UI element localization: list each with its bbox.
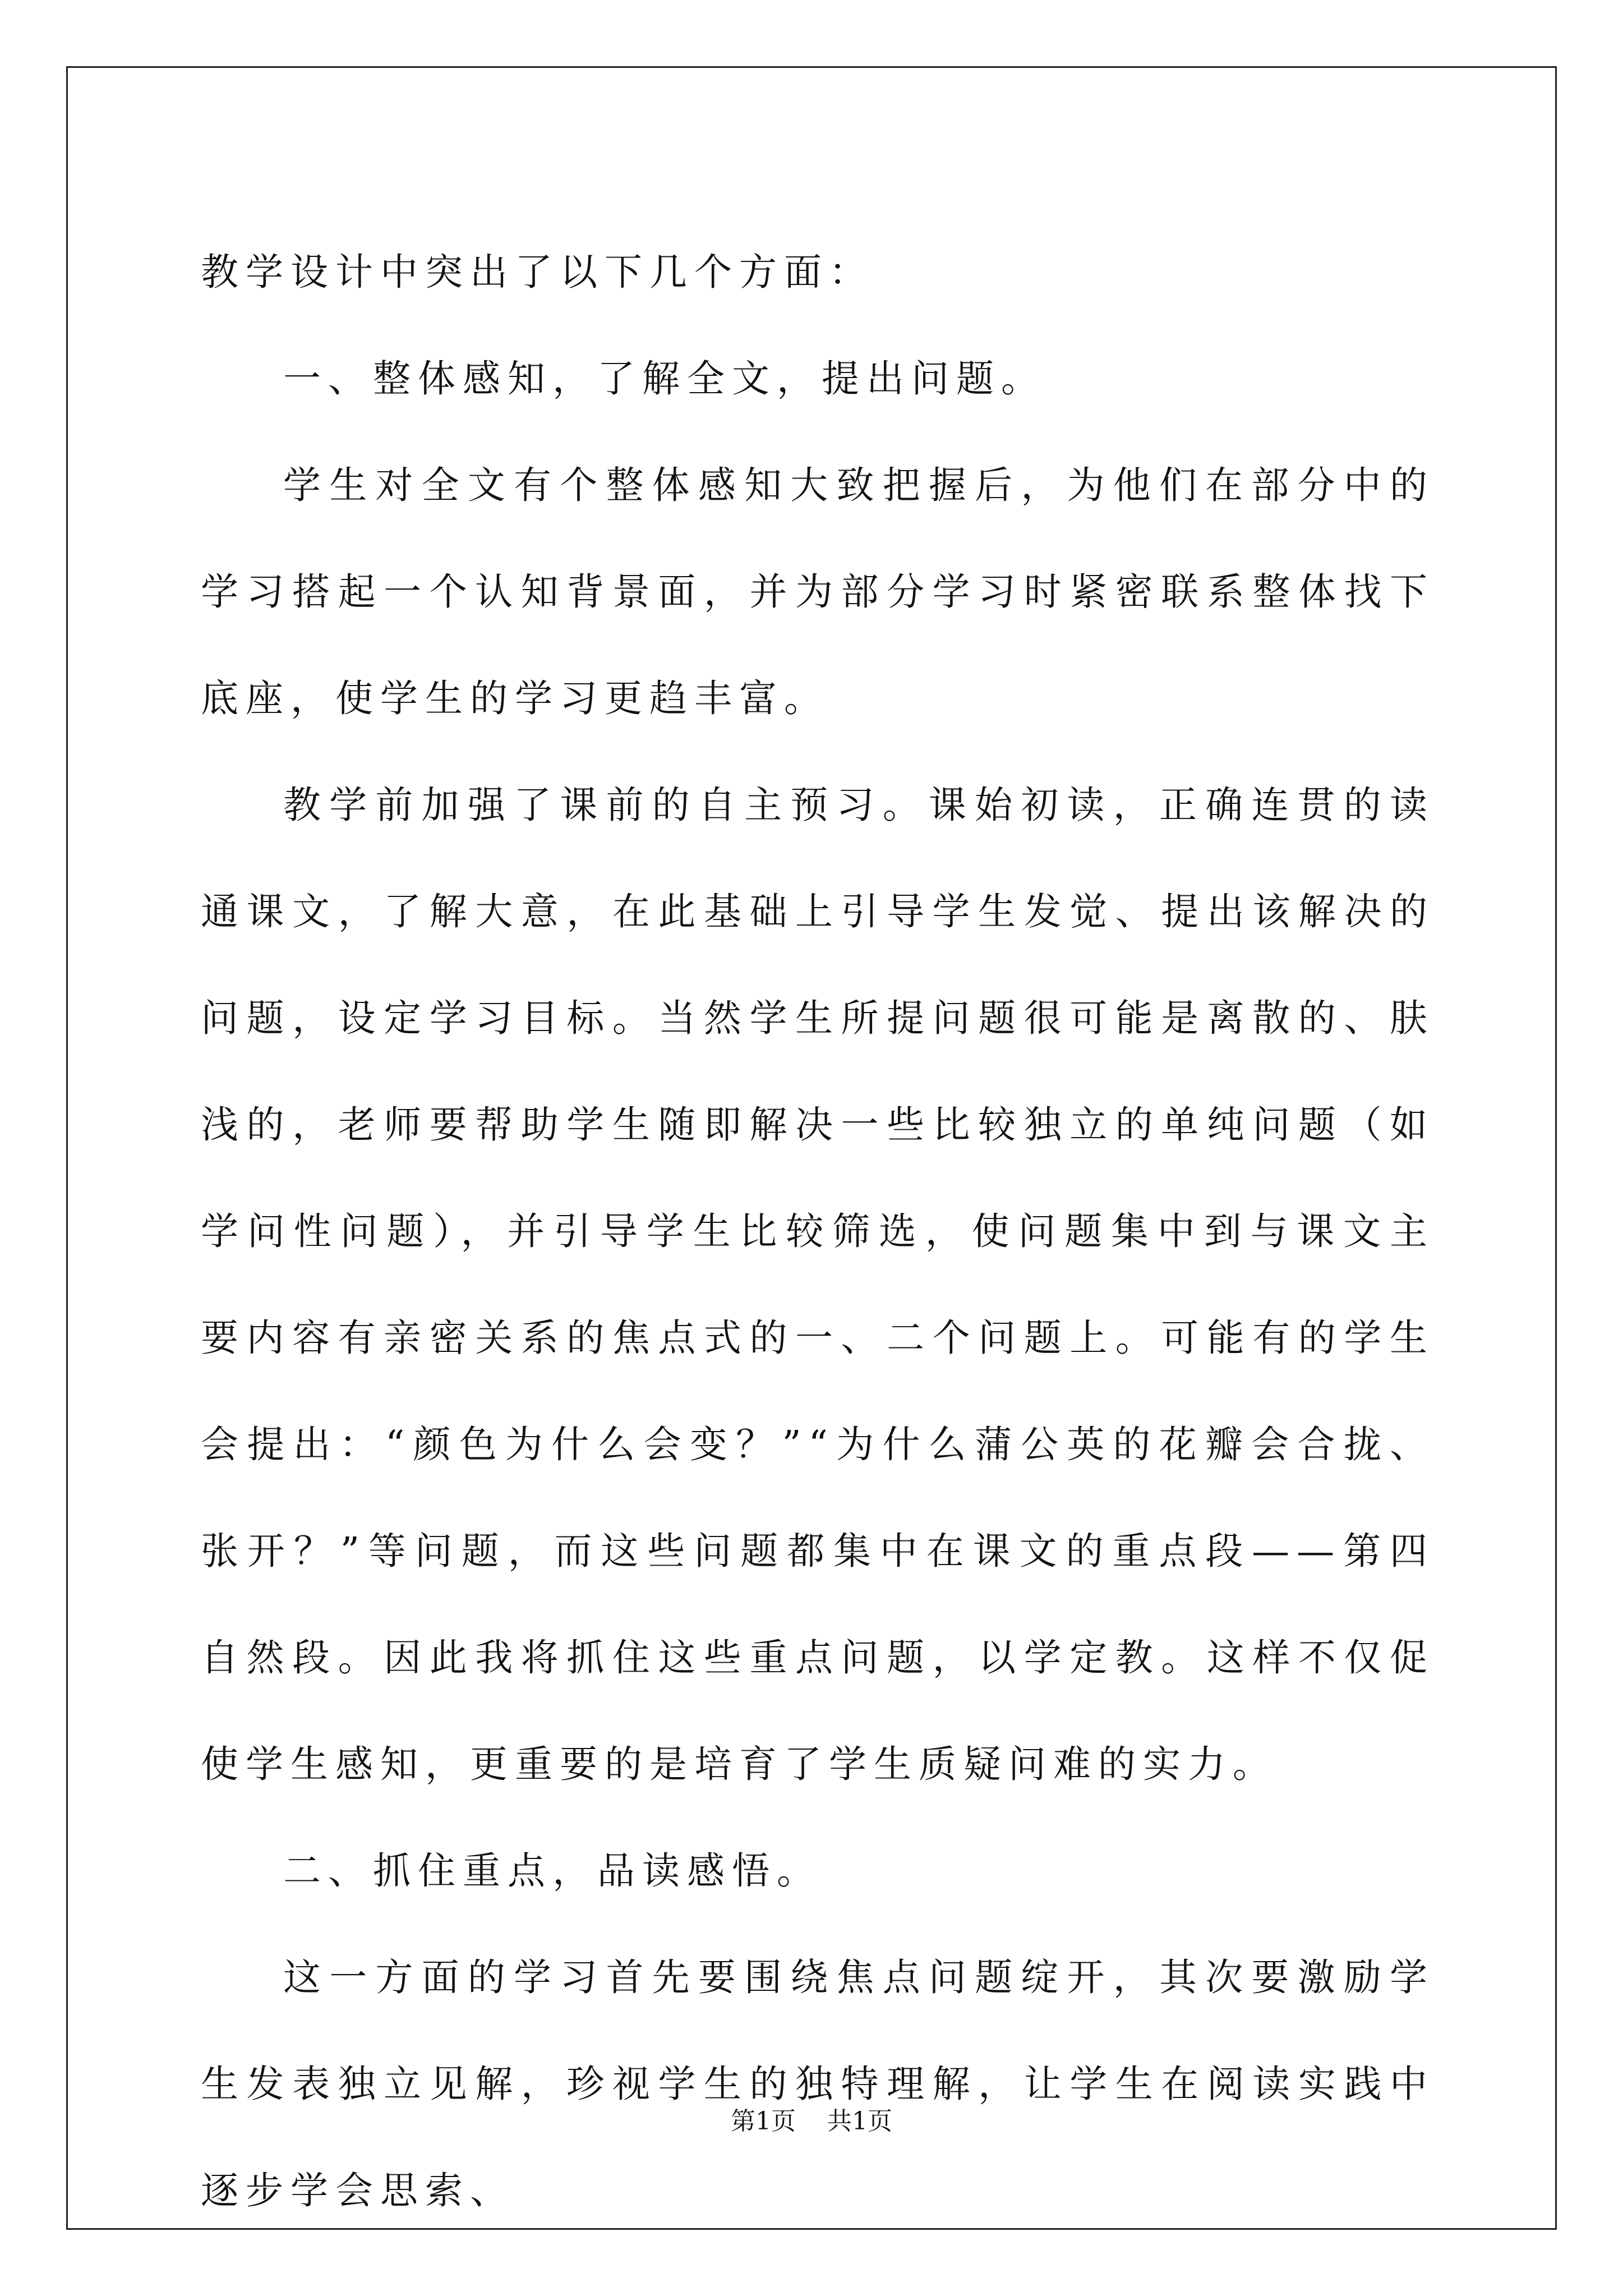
paragraph: 这一方面的学习首先要围绕焦点问题绽开，其次要激励学生发表独立见解，珍视学生的独特理解，让学生在阅读实践中逐步学会思索、 [201, 1955, 1435, 2212]
heading-section-one: 一、整体感知，了解全文，提出问题。 [283, 357, 1046, 401]
document-body [201, 219, 1435, 2244]
page-number: 第1页 [731, 2107, 796, 2136]
paragraph-intro: 教学设计中突出了以下几个方面： [201, 250, 874, 294]
paragraph: 教学前加强了课前的自主预习。课始初读，正确连贯的读通课文，了解大意，在此基础上引导学生发觉、提出该解决的问题，设定学习目标。当然学生所提问题很可能是离散的、肤浅的，老师要帮助学生随即解决一些比较独立的单纯问题（如学问性问题），并引导学生比较筛选，使问题集中到与课文主要内容有亲密关系的焦点式的一、二个问题上。可能有的学生会提出：“颜色为什么会变？”“为什么蒲公英的花瓣会合拢、张开？”等问题，而这些问题都集中在课文的重点段——第四自然段。因此我将抓住这些重点问题，以学定教。这样不仅促使学生感知，更重要的是培育了学生质疑问难的实力。 [201, 783, 1435, 1786]
page-footer [0, 2101, 1623, 2137]
heading-section-two: 二、抓住重点，品读感悟。 [283, 1849, 822, 1893]
page-total: 共1页 [827, 2107, 892, 2136]
paragraph: 学生对全文有个整体感知大致把握后，为他们在部分中的学习搭起一个认知背景面，并为部分学习时紧密联系整体找下底座，使学生的学习更趋丰富。 [201, 463, 1435, 720]
